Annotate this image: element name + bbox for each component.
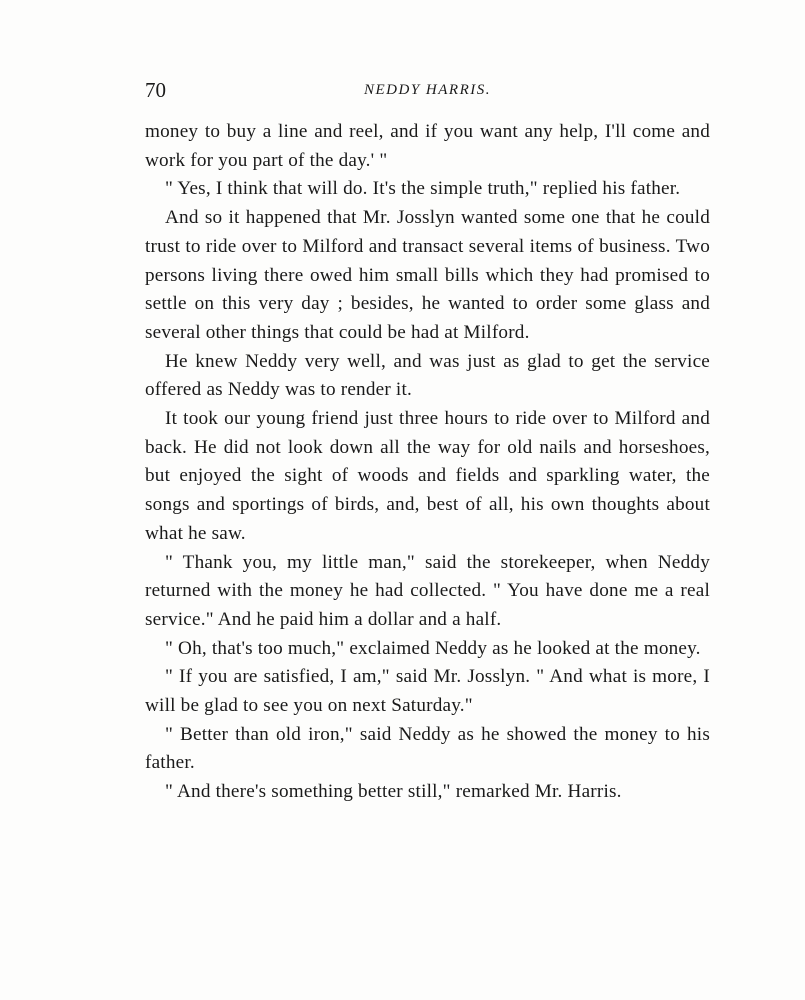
paragraph: " If you are satisfied, I am," said Mr. Josslyn. " And what is more, I will be glad to see you on next Saturday." (145, 666, 710, 717)
page-header (145, 78, 710, 102)
paragraph: " Thank you, my little man," said the storekeeper, when Neddy returned with the money he had collected. " You have done me a real service." And he paid him a dollar and a half. (145, 551, 710, 630)
paragraph: " And there's something better still," remarked Mr. Harris. (165, 781, 622, 803)
paragraph: " Better than old iron," said Neddy as he showed the money to his father. (145, 723, 710, 774)
running-title: NEDDY HARRIS. (364, 82, 491, 98)
paragraph: It took our young friend just three hours to ride over to Milford and back. He did not look down all the way for old nails and horseshoes, but enjoyed the sight of woods and fields and sparkling water, the songs and sportings of birds, and, best of all, his own thoughts about what he saw. (145, 408, 710, 544)
paragraph: And so it happened that Mr. Josslyn wanted some one that he could trust to ride over to Milford and transact several items of business. Two persons living there owed him small bills which they had promised to settle on this very day ; besides, he wanted to order some glass and several other things that could be had at Milford. (145, 207, 710, 343)
page-number: 70 (145, 78, 166, 102)
paragraph: " Yes, I think that will do. It's the simple truth," replied his father. (165, 178, 681, 200)
paragraph: " Oh, that's too much," exclaimed Neddy as he looked at the money. (165, 637, 701, 659)
paragraph: He knew Neddy very well, and was just as glad to get the service offered as Neddy was to render it. (145, 350, 710, 401)
body-text (145, 118, 710, 807)
paragraph-continuation: money to buy a line and reel, and if you want any help, I'll come and work for you part of the day.' " (145, 121, 710, 171)
